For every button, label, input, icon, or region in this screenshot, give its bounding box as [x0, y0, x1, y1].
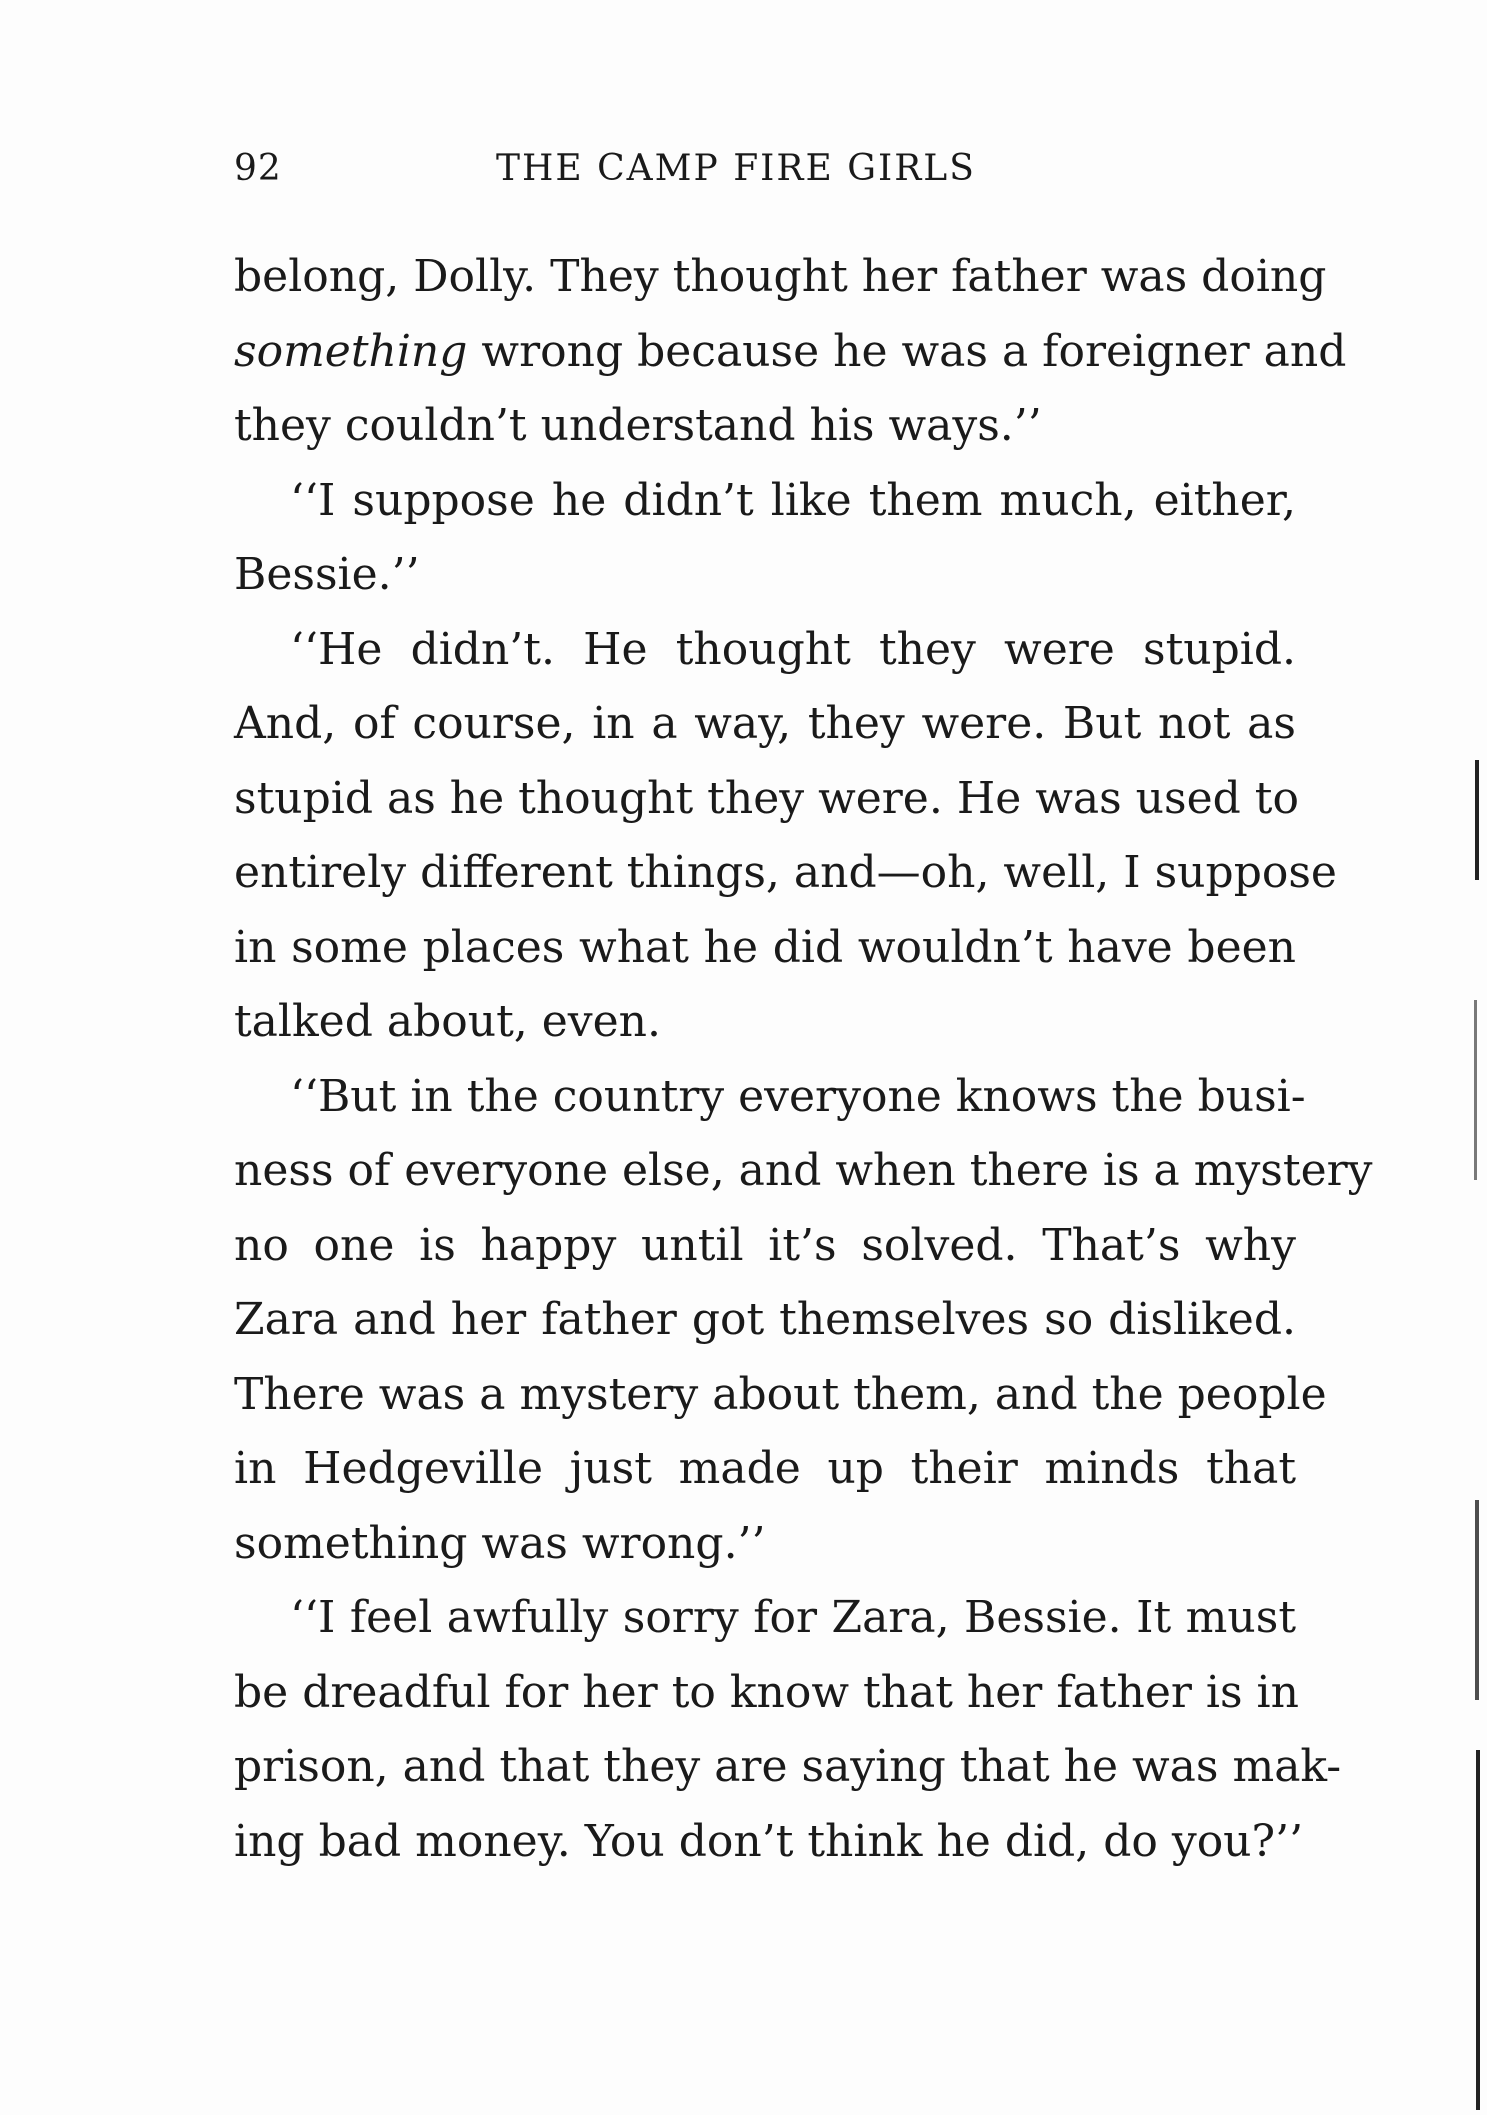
text-line: talked about, even. — [234, 996, 661, 1047]
text-line: belong, Dolly. They thought her father was doing — [234, 251, 1327, 302]
text-line: ‘‘I feel awfully sorry for Zara, Bessie. It must — [290, 1592, 1296, 1643]
running-title: THE CAMP FIRE GIRLS — [496, 148, 976, 189]
text-line: something wrong because he was a foreigner and — [234, 325, 1347, 377]
text-line: ‘‘I suppose he didn’t like them much, either, — [290, 474, 1296, 526]
text-line: be dreadful for her to know that her father is in — [234, 1666, 1299, 1718]
text-line: in some places what he did wouldn’t have been — [234, 921, 1296, 973]
text-line: ‘‘He didn’t. He thought they were stupid. — [290, 623, 1296, 675]
text-line: ‘‘But in the country everyone knows the busi- — [290, 1070, 1306, 1122]
text-line: something was wrong.’’ — [234, 1517, 766, 1569]
page-number: 92 — [234, 148, 282, 189]
text-line: Bessie.’’ — [234, 549, 420, 600]
text-line: no one is happy until it’s solved. That’s why — [234, 1219, 1296, 1271]
binding-edge-mark — [1474, 1000, 1477, 1180]
text-line: Zara and her father got themselves so disliked. — [234, 1294, 1296, 1345]
binding-edge-mark — [1475, 760, 1479, 880]
text-line: stupid as he thought they were. He was used to — [234, 772, 1299, 824]
text-line: they couldn’t understand his ways.’’ — [234, 400, 1042, 451]
text-line: in Hedgeville just made up their minds that — [234, 1443, 1296, 1494]
italic-word: something — [234, 325, 468, 377]
text-line: And, of course, in a way, they were. But not as — [234, 698, 1296, 749]
body-text — [234, 240, 1373, 1879]
page-header — [234, 148, 1296, 198]
text-line: prison, and that they are saying that he was mak- — [234, 1741, 1342, 1792]
text-line: ing bad money. You don’t think he did, do you?’’ — [234, 1815, 1304, 1867]
text-line: ness of everyone else, and when there is a mystery — [234, 1145, 1373, 1196]
binding-edge-mark — [1476, 1750, 1480, 2110]
text-line: entirely different things, and—oh, well, I suppose — [234, 847, 1337, 898]
text-line: There was a mystery about them, and the people — [234, 1368, 1327, 1420]
binding-edge-mark — [1475, 1500, 1479, 1700]
